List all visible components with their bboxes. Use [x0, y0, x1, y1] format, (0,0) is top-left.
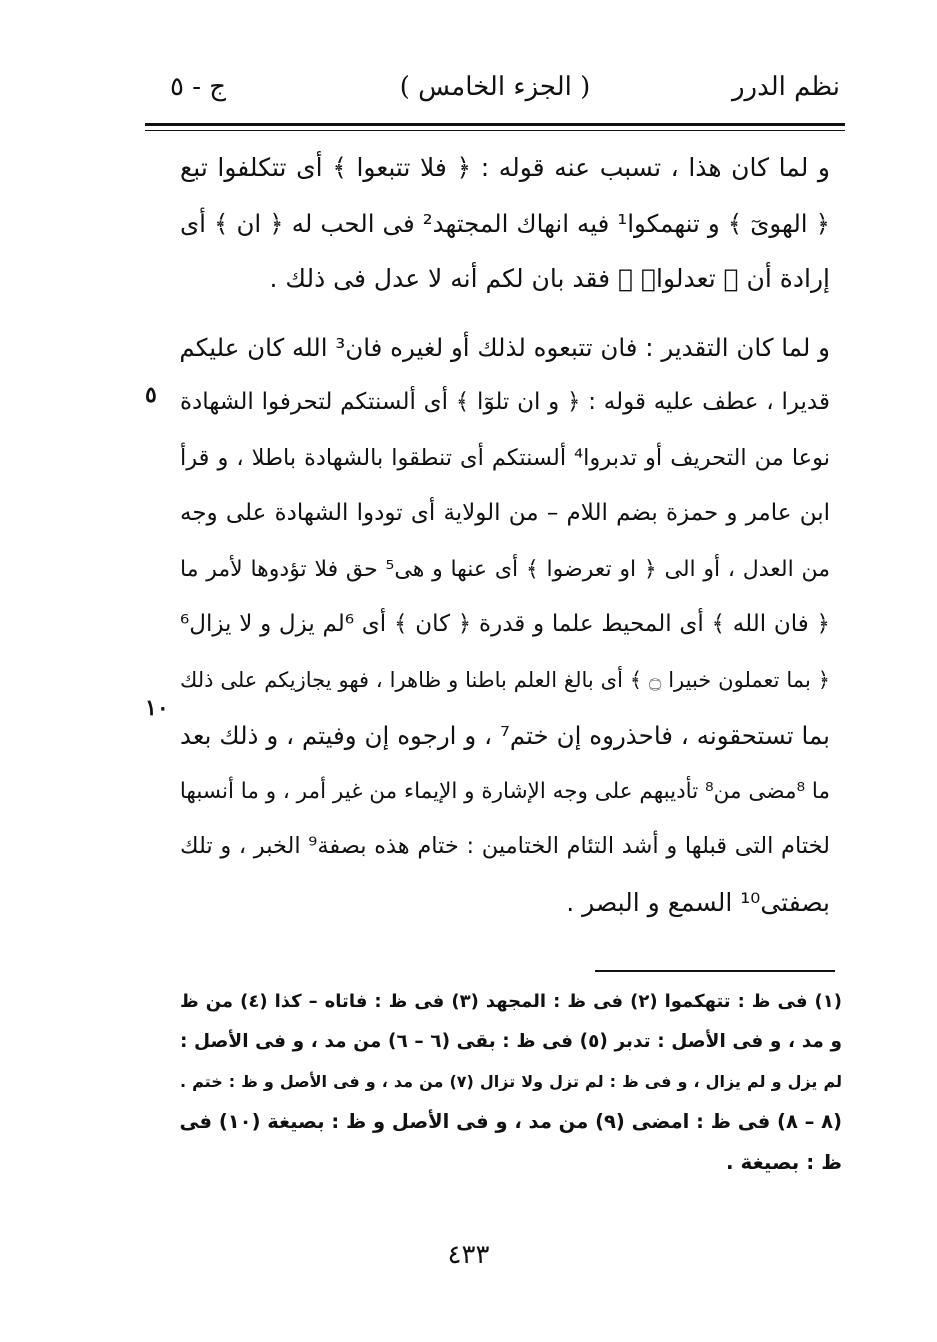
text-line: بما تستحقونه ، فاحذروه إن ختم⁷ ، و ارجوه إن وفيتم ، و ذلك بعد — [180, 721, 830, 750]
footnote-line: ظ : بصيغة . — [725, 1150, 842, 1174]
text-line: ما ⁸مضى من⁸ تأديبهم على وجه الإشارة و الإيماء من غير أمر ، و ما أنسبها — [179, 778, 830, 804]
running-head — [150, 72, 840, 112]
header-rule — [145, 123, 845, 126]
margin-line-number: ٥ — [145, 382, 157, 408]
volume-label: ( الجزء الخامس ) — [399, 72, 591, 102]
book-title: نظم الدرر — [731, 72, 840, 102]
footnote-line: (٨ – ٨) فى ظ : امضى (٩) من مد ، و فى الأصل و ظ : بصيغة (١٠) فى — [179, 1110, 842, 1133]
text-line: نوعا من التحريف أو تدبروا⁴ ألسنتكم أى تنطقوا بالشهادة باطلا ، و قرأ — [180, 444, 830, 471]
footnotes — [180, 982, 842, 1182]
main-text — [180, 140, 830, 930]
text-line: ابن عامر و حمزة بضم اللام – من الولاية أى تودوا الشهادة على وجه — [180, 500, 830, 526]
text-line: ﴿ فان الله ﴾ أى المحيط علما و قدرة ﴿ كان ﴾ أى ⁶لم يزل و لا يزال⁶ — [180, 611, 830, 637]
text-line: لختام التى قبلها و أشد التئام الختامين : ختام هذه بصفة⁹ الخبر ، و تلك — [180, 833, 830, 859]
paragraph-gap — [180, 307, 830, 320]
text-line: و لما كان التقدير : فان تتبعوه لذلك أو لغيره فان³ الله كان عليكم — [179, 332, 830, 362]
text-line: قديرا ، عطف عليه قوله : ﴿ و ان تلوٓا ﴾ أى ألسنتكم لتحرفوا الشهادة — [180, 389, 830, 415]
footnote-line: لم يزل و لم يزال ، و فى ظ : لم تزل ولا تزال (٧) من مد ، و فى الأصل و ظ : ختم . — [180, 1072, 843, 1091]
footnote-rule — [595, 970, 835, 972]
text-line: من العدل ، أو الى ﴿ او تعرضوا ﴾ أى عنها و هى⁵ حق فلا تؤدوها لأمر ما — [180, 556, 830, 582]
text-line: و لما كان هذا ، تسبب عنه قوله : ﴿ فلا تتبعوا ﴾ أى تتكلفوا تبع — [180, 153, 830, 182]
page-number: ٤٣٣ — [447, 1240, 490, 1270]
part-label: ج - ٥ — [170, 72, 227, 102]
header-rule-thin — [145, 130, 845, 131]
text-line: إرادة أن ﴿ تعدلواۚ ﴾ فقد بان لكم أنه لا عدل فى ذلك . — [269, 264, 830, 293]
footnote-line: (١) فى ظ : تتهكموا (٢) فى ظ : المجهد (٣) فى ظ : فاتاه – كذا (٤) من ظ — [180, 991, 843, 1012]
text-line: ﴿ الهوىٓ ﴾ و تنهمكوا¹ فيه انهاك المجتهد² فى الحب له ﴿ ان ﴾ أى — [180, 208, 830, 238]
text-line: بصفتى¹⁰ السمع و البصر . — [566, 887, 830, 917]
footnote-line: و مد ، و فى الأصل : تدبر (٥) فى ظ : بقى (٦ – ٦) من مد ، و فى الأصل : — [180, 1031, 842, 1052]
margin-line-number: ١٠ — [145, 695, 169, 721]
text-line: ﴿ بما تعملون خبيرا ۝ ﴾ أى بالغ العلم باطنا و ظاهرا ، فهو يجازيكم على ذلك — [180, 667, 830, 692]
